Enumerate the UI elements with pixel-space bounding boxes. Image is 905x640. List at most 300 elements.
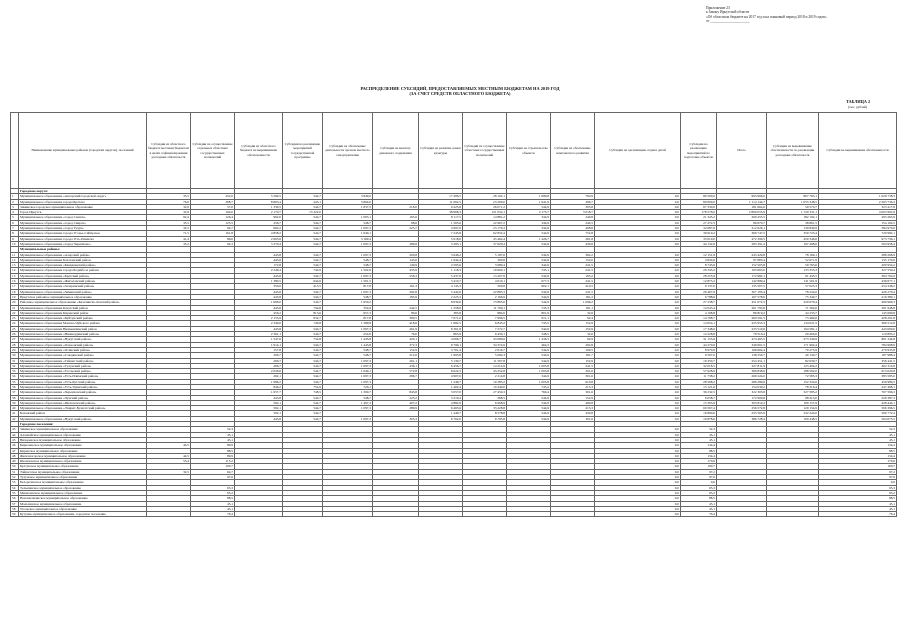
- table-cell: 86 819,2: [717, 310, 767, 315]
- table-cell: 32,6: [551, 310, 595, 315]
- table-cell: 4 858,2: [235, 231, 283, 236]
- table-cell: 410,5: [551, 284, 595, 289]
- table-cell: 1 402,4: [419, 384, 463, 389]
- row-number-cell: 37: [11, 390, 19, 395]
- table-cell: [419, 512, 463, 517]
- table-cell: 5 442,6: [419, 289, 463, 294]
- row-number-cell: 12: [11, 257, 19, 262]
- table-cell: 12 873,2: [681, 279, 717, 284]
- table-cell: 170,6: [819, 459, 897, 464]
- table-cell: 1 097,3: [323, 358, 373, 363]
- table-cell: 165,6: [373, 215, 419, 220]
- table-cell: 544,7: [283, 226, 323, 231]
- table-cell: 181,7: [551, 353, 595, 358]
- table-cell: 301,6: [551, 390, 595, 395]
- table-cell: 748,5: [283, 390, 323, 395]
- table-cell: 223,2: [373, 395, 419, 400]
- table-cell: 109 157,9: [767, 400, 819, 405]
- table-cell: 71 564,6: [767, 305, 819, 310]
- table-cell: 801 344,8: [819, 337, 897, 342]
- table-row: [11, 512, 897, 517]
- table-cell: 193,2: [551, 273, 595, 278]
- table-cell: 602,1: [507, 284, 551, 289]
- row-name-cell: Муниципальное образование «город Саянск»: [19, 215, 147, 220]
- row-number-cell: 49: [11, 459, 19, 464]
- table-cell: 548,7: [323, 353, 373, 358]
- appendix-line: «Об областном бюджете на 2017 год и на плановый период 2018 и 2019 годов»: [706, 14, 827, 19]
- table-cell: 97,6: [681, 475, 717, 480]
- row-name-cell: Муниципальное образование «Осинский район»: [19, 347, 147, 352]
- row-name-cell: Районное муниципальное образование «Казачинско-Ленский район»: [19, 300, 147, 305]
- table-cell: 544,7: [283, 416, 323, 421]
- table-cell: 5 569,5: [235, 194, 283, 199]
- row-name-cell: Муниципальное образование «Нукутский район»: [19, 337, 147, 342]
- table-cell: 6 795,8: [463, 416, 507, 421]
- row-name-cell: Тайшетское муниципальное образование: [19, 469, 147, 474]
- table-cell: 26 345,2: [681, 268, 717, 273]
- table-cell: 88,5: [191, 496, 235, 501]
- table-cell: 590 772,4: [819, 411, 897, 416]
- table-cell: 452,0: [191, 194, 235, 199]
- row-number-cell: 48: [11, 453, 19, 458]
- table-cell: 152,9: [551, 358, 595, 363]
- table-cell: 286 289,6: [717, 379, 767, 384]
- table-cell: 6 788,6: [681, 294, 717, 299]
- table-cell: 6 361,8: [419, 326, 463, 331]
- table-cell: 474 463,5: [717, 337, 767, 342]
- row-number-cell: 38: [11, 395, 19, 400]
- table-cell: 592,1: [235, 400, 283, 405]
- table-cell: 384 970,0: [819, 226, 897, 231]
- table-cell: 152,9: [551, 395, 595, 400]
- table-cell: 33,2: [147, 241, 191, 246]
- document-title: [200, 86, 720, 96]
- table-cell: 134,4: [681, 453, 717, 458]
- row-number-cell: 39: [11, 400, 19, 405]
- table-cell: 13 207,9: [463, 273, 507, 278]
- table-cell: 644,6: [283, 279, 323, 284]
- table-cell: 14 654,1: [681, 321, 717, 326]
- table-cell: 359 723,4: [767, 231, 819, 236]
- table-cell: 0,0: [595, 316, 681, 321]
- row-name-cell: Боханский район: [19, 411, 147, 416]
- row-number-cell: 7: [11, 226, 19, 231]
- table-cell: [767, 512, 819, 517]
- table-cell: 15 303,9: [681, 400, 717, 405]
- table-cell: 288 268,9: [819, 252, 897, 257]
- table-cell: 6 463,6: [419, 406, 463, 411]
- table-cell: 544,7: [283, 220, 323, 225]
- table-cell: 1 097,3: [323, 416, 373, 421]
- table-cell: 322 303,8: [717, 390, 767, 395]
- row-number-cell: 46: [11, 443, 19, 448]
- table-cell: 548,7: [323, 220, 373, 225]
- table-cell: 55,4: [147, 459, 191, 464]
- table-cell: [235, 512, 283, 517]
- table-cell: 544,9: [507, 406, 551, 411]
- table-cell: 0,0: [595, 305, 681, 310]
- table-cell: 0,0: [595, 310, 681, 315]
- table-cell: 73 469,6: [767, 316, 819, 321]
- row-name-cell: Городские округа:: [19, 189, 147, 194]
- table-cell: 1 063,1: [323, 215, 373, 220]
- table-cell: 3 370,4: [235, 241, 283, 246]
- table-cell: 863,9: [419, 332, 463, 337]
- table-cell: 254,9: [323, 332, 373, 337]
- table-cell: 610,8: [551, 379, 595, 384]
- table-cell: 142 989,4: [717, 279, 767, 284]
- row-number-cell: 25: [11, 326, 19, 331]
- table-cell: 430,8: [551, 241, 595, 246]
- table-cell: 40 130,7: [767, 353, 819, 358]
- table-cell: 64,7: [191, 226, 235, 231]
- table-cell: 369 512,8: [819, 321, 897, 326]
- table-cell: 307 195,4: [717, 289, 767, 294]
- table-cell: 75 340,7: [767, 294, 819, 299]
- table-cell: 88,5: [819, 448, 897, 453]
- table-cell: 0,0: [595, 279, 681, 284]
- table-cell: 0,0: [595, 353, 681, 358]
- table-cell: [283, 512, 323, 517]
- table-cell: 1 666,0: [235, 300, 283, 305]
- row-name-cell: Муниципальное образование города Усть-Илимска: [19, 236, 147, 241]
- table-body: [11, 189, 897, 517]
- table-cell: 171 964,4: [767, 342, 819, 347]
- table-cell: 97,6: [819, 475, 897, 480]
- table-cell: 29 467,9: [681, 289, 717, 294]
- table-cell: 428 291,8: [819, 316, 897, 321]
- row-number-cell: 55: [11, 490, 19, 495]
- table-cell: 0,0: [595, 369, 681, 374]
- table-cell: 544,9: [507, 416, 551, 421]
- table-cell: 544,7: [283, 374, 323, 379]
- table-cell: 240,8: [551, 215, 595, 220]
- table-cell: 1 258,6: [419, 305, 463, 310]
- table-cell: 1 497,3: [323, 400, 373, 405]
- table-cell: 504 075,5: [819, 416, 897, 421]
- column-header: Итого: [717, 113, 767, 189]
- table-cell: 283 391,4: [717, 241, 767, 246]
- row-name-cell: Муниципальное образование «Усть-Кутский район»: [19, 379, 147, 384]
- row-number-cell: 13: [11, 263, 19, 268]
- table-cell: 79 275,9: [767, 347, 819, 352]
- table-cell: 544,9: [507, 241, 551, 246]
- column-header: Субсидии на выравнивание обеспеченности по реализации расходных обязательств: [767, 113, 819, 189]
- table-cell: 206,7: [235, 363, 283, 368]
- table-cell: 544,7: [283, 406, 323, 411]
- table-cell: 72 585,3: [767, 374, 819, 379]
- row-name-cell: Муниципальное образование «Ольхонский район»: [19, 342, 147, 347]
- table-cell: 402 314,8: [819, 363, 897, 368]
- table-cell: 0,0: [595, 231, 681, 236]
- row-name-cell: Новомальтинское муниципальное образование: [19, 496, 147, 501]
- table-cell: 28 102,1: [463, 194, 507, 199]
- row-number-cell: 33: [11, 369, 19, 374]
- row-name-cell: Мальтинское муниципальное образование: [19, 501, 147, 506]
- table-cell: 92,4: [551, 316, 595, 321]
- table-cell: 1 097,3: [323, 379, 373, 384]
- table-cell: 4 603 902,9: [819, 210, 897, 215]
- table-cell: 301,6: [551, 374, 595, 379]
- table-cell: 32,5: [147, 469, 191, 474]
- row-name-cell: Муниципальное образование города Братска: [19, 199, 147, 204]
- table-cell: 65,3: [681, 485, 717, 490]
- row-number-cell: 15: [11, 273, 19, 278]
- table-cell: 429 279,4: [819, 289, 897, 294]
- row-name-cell: Киренское муниципальное образование: [19, 448, 147, 453]
- table-cell: 6 058,7: [681, 395, 717, 400]
- table-cell: 846,2: [235, 384, 283, 389]
- table-cell: 57 025,3: [767, 284, 819, 289]
- table-cell: 52,3: [819, 427, 897, 432]
- table-cell: 38 861,5: [767, 220, 819, 225]
- row-number-cell: 20: [11, 300, 19, 305]
- table-cell: 6 843,2: [463, 321, 507, 326]
- table-cell: 289,9: [373, 406, 419, 411]
- table-cell: 154 030,2: [717, 384, 767, 389]
- table-cell: 45 464,4: [463, 236, 507, 241]
- table-cell: 183,9: [373, 294, 419, 299]
- table-cell: 57 628,9: [681, 369, 717, 374]
- table-cell: 433,9: [373, 268, 419, 273]
- row-name-cell: Усольское муниципальное образование: [19, 506, 147, 511]
- table-cell: 1 097,3: [323, 289, 373, 294]
- table-cell: 17 348,6: [681, 326, 717, 331]
- table-cell: 544,7: [283, 263, 323, 268]
- table-cell: 33,5: [147, 194, 191, 199]
- table-cell: 327 559,4: [819, 268, 897, 273]
- table-cell: 194,0: [191, 210, 235, 215]
- table-cell: 178 576,0: [681, 210, 717, 215]
- row-number-cell: 32: [11, 363, 19, 368]
- table-cell: 451 672,5: [717, 300, 767, 305]
- table-cell: 544,9: [507, 252, 551, 257]
- table-cell: 720 982,1: [819, 231, 897, 236]
- row-name-cell: Железногорское муниципальное образование: [19, 453, 147, 458]
- table-cell: 28 568,2: [681, 379, 717, 384]
- table-cell: 194 581,1: [767, 326, 819, 331]
- table-cell: 32,5: [147, 226, 191, 231]
- table-cell: 1 114 144,7: [717, 199, 767, 204]
- table-cell: 44,5: [147, 453, 191, 458]
- table-cell: 303 814,2: [717, 400, 767, 405]
- table-cell: 27 450,3: [463, 390, 507, 395]
- table-cell: 5 187,6: [463, 252, 507, 257]
- row-name-cell: Муниципальное образование «Шелеховский район»: [19, 400, 147, 405]
- table-cell: 19 600,1: [463, 268, 507, 273]
- table-cell: 68,6: [373, 220, 419, 225]
- table-cell: 4 610,1: [463, 279, 507, 284]
- table-cell: 82 639,7: [767, 358, 819, 363]
- table-cell: 383 585,0: [819, 374, 897, 379]
- table-cell: 0,0: [595, 464, 681, 469]
- table-cell: 11 597,8: [463, 358, 507, 363]
- table-label: ТАБЛИЦА 2: [846, 99, 871, 104]
- table-cell: 1 649,1: [323, 369, 373, 374]
- table-cell: 91 445,5: [767, 273, 819, 278]
- row-number-cell: 16: [11, 279, 19, 284]
- table-cell: 443 000,6: [819, 326, 897, 331]
- table-cell: 1 563,6: [419, 220, 463, 225]
- table-cell: 0,0: [595, 384, 681, 389]
- table-cell: [323, 512, 373, 517]
- table-cell: 4 907,6: [419, 374, 463, 379]
- column-header-number: [11, 113, 19, 189]
- table-cell: 548,7: [323, 263, 373, 268]
- column-header: Наименование муниципальных районов (городских округов), поселений: [19, 113, 147, 189]
- row-name-cell: Иркутское районное муниципальное образование: [19, 294, 147, 299]
- table-cell: 97 683,4: [717, 257, 767, 262]
- table-cell: 456,2: [235, 310, 283, 315]
- table-cell: 212 626,1: [717, 226, 767, 231]
- table-cell: 0,0: [595, 210, 681, 215]
- table-cell: 76,4: [681, 512, 717, 517]
- table-cell: 0,0: [595, 485, 681, 490]
- table-cell: 843,8: [373, 390, 419, 395]
- row-number-cell: 58: [11, 506, 19, 511]
- table-cell: [147, 512, 191, 517]
- row-number-cell: 26: [11, 332, 19, 337]
- table-cell: 80 009,0: [681, 199, 717, 204]
- table-cell: 6 968,9: [463, 400, 507, 405]
- table-cell: 443,8: [235, 257, 283, 262]
- row-name-cell: Зиминское муниципальное образование: [19, 427, 147, 432]
- table-cell: 544,7: [283, 273, 323, 278]
- appendix-header: [706, 6, 896, 24]
- table-cell: 256,3: [373, 273, 419, 278]
- table-cell: 372,3: [373, 342, 419, 347]
- row-name-cell: Муниципальное образование «Заларинский район»: [19, 284, 147, 289]
- table-cell: 0,0: [595, 263, 681, 268]
- table-cell: 1 680,8: [507, 194, 551, 199]
- table-cell: 734,8: [283, 337, 323, 342]
- table-cell: 8 578,8: [463, 411, 507, 416]
- table-cell: 38 998,3: [419, 210, 463, 215]
- table-cell: 464,3: [507, 342, 551, 347]
- table-cell: 443,8: [235, 289, 283, 294]
- table-cell: 188 562,0: [767, 369, 819, 374]
- row-number-cell: 34: [11, 374, 19, 379]
- row-number-cell: 2: [11, 199, 19, 204]
- table-cell: 152,9: [373, 347, 419, 352]
- table-cell: 2 361,1: [235, 332, 283, 337]
- row-name-cell: Муниципальное образование «Ангарский городской округ»: [19, 194, 147, 199]
- table-cell: 88,5: [681, 448, 717, 453]
- table-cell: 9 459,1: [463, 332, 507, 337]
- table-cell: 170,6: [681, 459, 717, 464]
- table-cell: 45,1: [819, 437, 897, 442]
- table-cell: 76,0: [147, 199, 191, 204]
- row-number-cell: 3: [11, 204, 19, 209]
- table-cell: 1 096,2: [551, 300, 595, 305]
- table-cell: 79 516,4: [717, 332, 767, 337]
- table-cell: 436,1: [373, 363, 419, 368]
- table-cell: 167 578,0: [717, 294, 767, 299]
- table-cell: 80,6: [373, 310, 419, 315]
- row-name-cell: Вихоревское муниципальное образование: [19, 437, 147, 442]
- table-cell: 44 233,7: [767, 310, 819, 315]
- table-cell: 544,9: [507, 300, 551, 305]
- table-cell: 1 426,7: [507, 236, 551, 241]
- table-cell: 544,7: [283, 400, 323, 405]
- table-cell: 145 699,8: [819, 310, 897, 315]
- table-cell: 0,0: [595, 395, 681, 400]
- table-cell: 161,8: [191, 231, 235, 236]
- table-cell: 813,6: [283, 310, 323, 315]
- table-cell: 76,0: [373, 332, 419, 337]
- table-cell: 544,7: [283, 379, 323, 384]
- table-cell: 281,8: [551, 236, 595, 241]
- table-cell: 344,9: [507, 220, 551, 225]
- table-cell: 133 353,3: [767, 268, 819, 273]
- table-cell: 4 108,8: [681, 310, 717, 315]
- row-name-cell: Муниципальное образование «Слюдянский район»: [19, 353, 147, 358]
- table-cell: 13 893,6: [463, 300, 507, 305]
- table-cell: 1 097,3: [323, 406, 373, 411]
- table-cell: 3 894,0: [323, 199, 373, 204]
- table-cell: 52 671,9: [767, 257, 819, 262]
- table-cell: 0,0: [595, 406, 681, 411]
- table-cell: 201 793,6: [717, 305, 767, 310]
- table-cell: 301,6: [551, 416, 595, 421]
- table-cell: 2 806 053,9: [717, 210, 767, 215]
- row-number-cell: 1: [11, 194, 19, 199]
- table-cell: 10 440,0: [463, 384, 507, 389]
- table-cell: 364 704,9: [819, 273, 897, 278]
- table-cell: 1 097,3: [323, 226, 373, 231]
- table-cell: 548,7: [323, 395, 373, 400]
- table-cell: 129 154,9: [767, 406, 819, 411]
- table-cell: 0,0: [595, 236, 681, 241]
- table-cell: 241,5: [551, 268, 595, 273]
- table-cell: 37 620,4: [463, 241, 507, 246]
- table-cell: 98 413,0: [767, 395, 819, 400]
- row-number-cell: 36: [11, 384, 19, 389]
- table-cell: 0,0: [595, 215, 681, 220]
- table-cell: 233 510,9: [717, 326, 767, 331]
- table-cell: 200 954,2: [819, 263, 897, 268]
- column-header: Субсидии на реализацию мероприятий государственной программы: [283, 113, 323, 189]
- table-cell: 273 349,9: [767, 337, 819, 342]
- table-cell: 4 997,0: [419, 226, 463, 231]
- table-cell: 45,1: [681, 432, 717, 437]
- table-cell: 36 232,5: [681, 390, 717, 395]
- table-cell: 14 798,7: [681, 316, 717, 321]
- table-cell: 544,9: [507, 204, 551, 209]
- table-cell: 32 018,5: [681, 363, 717, 368]
- table-cell: 45,1: [191, 506, 235, 511]
- table-cell: 292,8: [551, 342, 595, 347]
- table-cell: 0,0: [595, 347, 681, 352]
- table-cell: 544,7: [283, 231, 323, 236]
- table-cell: 544,9: [507, 257, 551, 262]
- table-cell: 3 295,1: [419, 241, 463, 246]
- table-cell: 1 443,8: [323, 337, 373, 342]
- table-cell: 1 436,5: [507, 337, 551, 342]
- table-cell: 500,8: [463, 284, 507, 289]
- table-cell: 399,7: [551, 199, 595, 204]
- table-cell: 45,1: [819, 501, 897, 506]
- row-name-cell: Тулунское муниципальное образование: [19, 475, 147, 480]
- table-cell: 121 052,1: [463, 210, 507, 215]
- table-cell: 544,7: [283, 363, 323, 368]
- table-cell: 544,7: [283, 252, 323, 257]
- row-name-cell: Муниципальное образование Киренский район: [19, 310, 147, 315]
- table-cell: 344,9: [507, 226, 551, 231]
- table-cell: 152,9: [551, 326, 595, 331]
- row-name-cell: Зиминское городское муниципальное образование: [19, 204, 147, 209]
- table-cell: 0,0: [595, 400, 681, 405]
